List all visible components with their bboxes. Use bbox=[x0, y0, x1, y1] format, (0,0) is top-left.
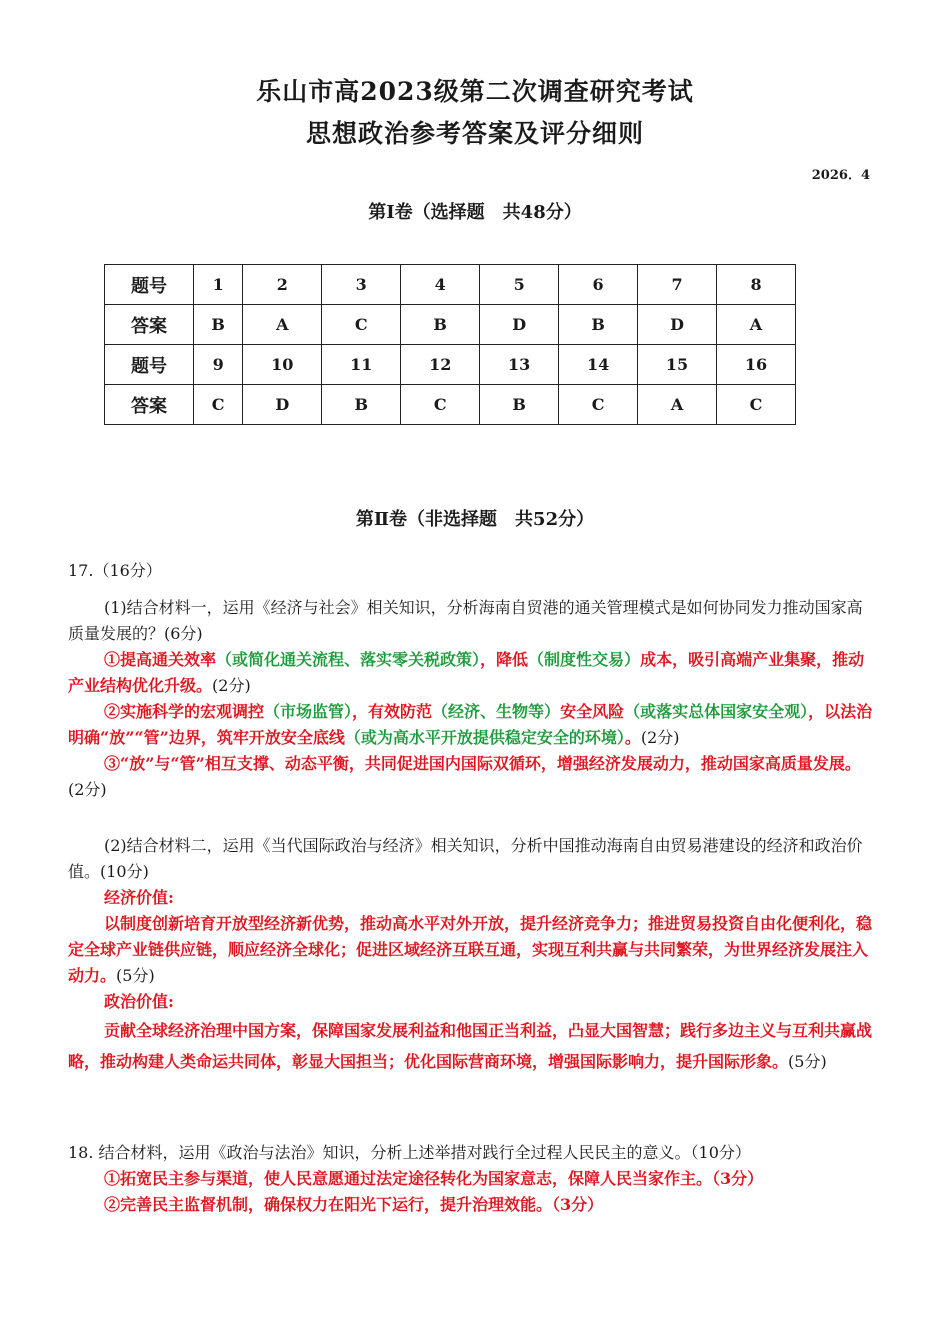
econ-value-label: 经济价值: bbox=[104, 888, 174, 907]
exam-subtitle: 思想政治参考答案及评分细则 bbox=[305, 119, 644, 148]
answer-cell: B bbox=[480, 385, 559, 425]
question-number: 10 bbox=[243, 345, 322, 385]
question-number: 5 bbox=[480, 265, 559, 305]
answer-cell: C bbox=[322, 305, 401, 345]
question-number: 2 bbox=[243, 265, 322, 305]
question-number: 13 bbox=[480, 345, 559, 385]
answer-text: 贡献全球经济治理中国方案，保障国家发展利益和他国正当利益，凸显大国智慧；践行多边主义与互利共赢战略，推动构建人类命运共同体，彰显大国担当；优化国际营商环境，增强国际影响力，提升国际形象。 bbox=[68, 1021, 873, 1071]
q17-heading: 17.（16分） bbox=[68, 561, 162, 580]
q18-answer-2: ②完善民主监督机制，确保权力在阳光下运行，提升治理效能。（3分） bbox=[104, 1195, 604, 1214]
q17-part1-answer-3 bbox=[68, 751, 874, 803]
question-17 bbox=[68, 558, 874, 1077]
political-value-label: 政治价值: bbox=[104, 992, 174, 1011]
section2-title: 第Ⅱ卷（非选择题 共52分） bbox=[355, 509, 595, 530]
political-value-answer bbox=[68, 1015, 874, 1077]
answer-cell: D bbox=[480, 305, 559, 345]
exam-date: 2026．4 bbox=[811, 168, 870, 183]
answer-cell: D bbox=[638, 305, 717, 345]
question-label: 题号 bbox=[105, 345, 194, 385]
answer-cell: D bbox=[243, 385, 322, 425]
answer-text: 。 bbox=[624, 728, 641, 747]
question-number: 8 bbox=[717, 265, 796, 305]
answer-cell: C bbox=[559, 385, 638, 425]
q17-part1-answer-2 bbox=[68, 699, 874, 751]
question-number: 6 bbox=[559, 265, 638, 305]
question-number: 14 bbox=[559, 345, 638, 385]
q17-part2-prompt: (2)结合材料二，运用《当代国际政治与经济》相关知识，分析中国推动海南自由贸易港建设的经济和政治价值。(10分) bbox=[68, 836, 863, 881]
answer-text: 以制度创新培育开放型经济新优势，推动高水平对外开放，提升经济竞争力；推进贸易投资自由化便利化，稳定全球产业链供应链，顺应经济全球化；促进区域经济互联互通，实现互利共赢与共同繁荣，为世界经济发展注入动力。 bbox=[68, 914, 873, 985]
answer-cell: B bbox=[559, 305, 638, 345]
alt-answer-text: （或落实总体国家安全观） bbox=[624, 702, 809, 721]
answer-text: 成本，吸引高端产业集聚，推动产业结构优化升级。 bbox=[68, 650, 865, 695]
answer-text: ①提高通关效率 bbox=[104, 650, 217, 669]
question-number: 3 bbox=[322, 265, 401, 305]
alt-answer-text: （或为高水平开放提供稳定安全的环境） bbox=[344, 728, 625, 747]
answer-cell: B bbox=[401, 305, 480, 345]
q18-answer-1: ①拓宽民主参与渠道，使人民意愿通过法定途径转化为国家意志，保障人民当家作主。（3分） bbox=[104, 1169, 764, 1188]
question-number: 9 bbox=[194, 345, 243, 385]
answer-cell: C bbox=[194, 385, 243, 425]
answer-cell: A bbox=[638, 385, 717, 425]
answer-label: 答案 bbox=[105, 385, 194, 425]
question-number: 4 bbox=[401, 265, 480, 305]
question-number: 1 bbox=[194, 265, 243, 305]
answer-cell: A bbox=[717, 305, 796, 345]
exam-title: 乐山市高2023级第二次调查研究考试 bbox=[256, 77, 694, 106]
answer-text: ，降低 bbox=[480, 650, 529, 669]
question-number: 7 bbox=[638, 265, 717, 305]
answer-text: ，有效防范 bbox=[352, 702, 433, 721]
points: (5分) bbox=[116, 966, 155, 985]
table-row bbox=[105, 385, 796, 425]
points: (2分) bbox=[640, 728, 680, 747]
question-18 bbox=[68, 1140, 874, 1218]
econ-value-answer bbox=[68, 911, 874, 989]
answer-cell: C bbox=[717, 385, 796, 425]
answer-text: ③“放”与“管”相互支撑、动态平衡，共同促进国内国际双循环，增强经济发展动力，推动国家高质量发展。 bbox=[104, 754, 861, 773]
answer-label: 答案 bbox=[105, 305, 194, 345]
answer-text: 安全风险 bbox=[560, 702, 625, 721]
alt-answer-text: （制度性交易） bbox=[528, 650, 641, 669]
section1-title: 第Ⅰ卷（选择题 共48分） bbox=[368, 202, 582, 223]
alt-answer-text: （或简化通关流程、落实零关税政策） bbox=[216, 650, 481, 669]
question-number: 12 bbox=[401, 345, 480, 385]
points: (2分) bbox=[68, 780, 107, 799]
answer-cell: A bbox=[243, 305, 322, 345]
alt-answer-text: （市场监管） bbox=[264, 702, 353, 721]
table-row bbox=[105, 345, 796, 385]
question-number: 11 bbox=[322, 345, 401, 385]
question-label: 题号 bbox=[105, 265, 194, 305]
answer-cell: B bbox=[322, 385, 401, 425]
answer-cell: B bbox=[194, 305, 243, 345]
q18-prompt: 18. 结合材料，运用《政治与法治》知识，分析上述举措对践行全过程人民民主的意义。（10分） bbox=[68, 1143, 751, 1162]
q17-part1-prompt: (1)结合材料一，运用《经济与社会》相关知识，分析海南自贸港的通关管理模式是如何协同发力推动国家高质量发展的？(6分) bbox=[68, 598, 863, 643]
answer-text: ②实施科学的宏观调控 bbox=[104, 702, 265, 721]
answer-cell: C bbox=[401, 385, 480, 425]
q17-part1-answer-1 bbox=[68, 647, 874, 699]
answer-text: ，以法治明确“放”“管”边界，筑牢开放安全底线 bbox=[68, 702, 873, 747]
points: (2分) bbox=[212, 676, 251, 695]
alt-answer-text: （经济、生物等） bbox=[432, 702, 561, 721]
answer-table bbox=[104, 264, 796, 425]
question-number: 15 bbox=[638, 345, 717, 385]
points: (5分) bbox=[788, 1052, 827, 1071]
table-row bbox=[105, 265, 796, 305]
table-row bbox=[105, 305, 796, 345]
question-number: 16 bbox=[717, 345, 796, 385]
